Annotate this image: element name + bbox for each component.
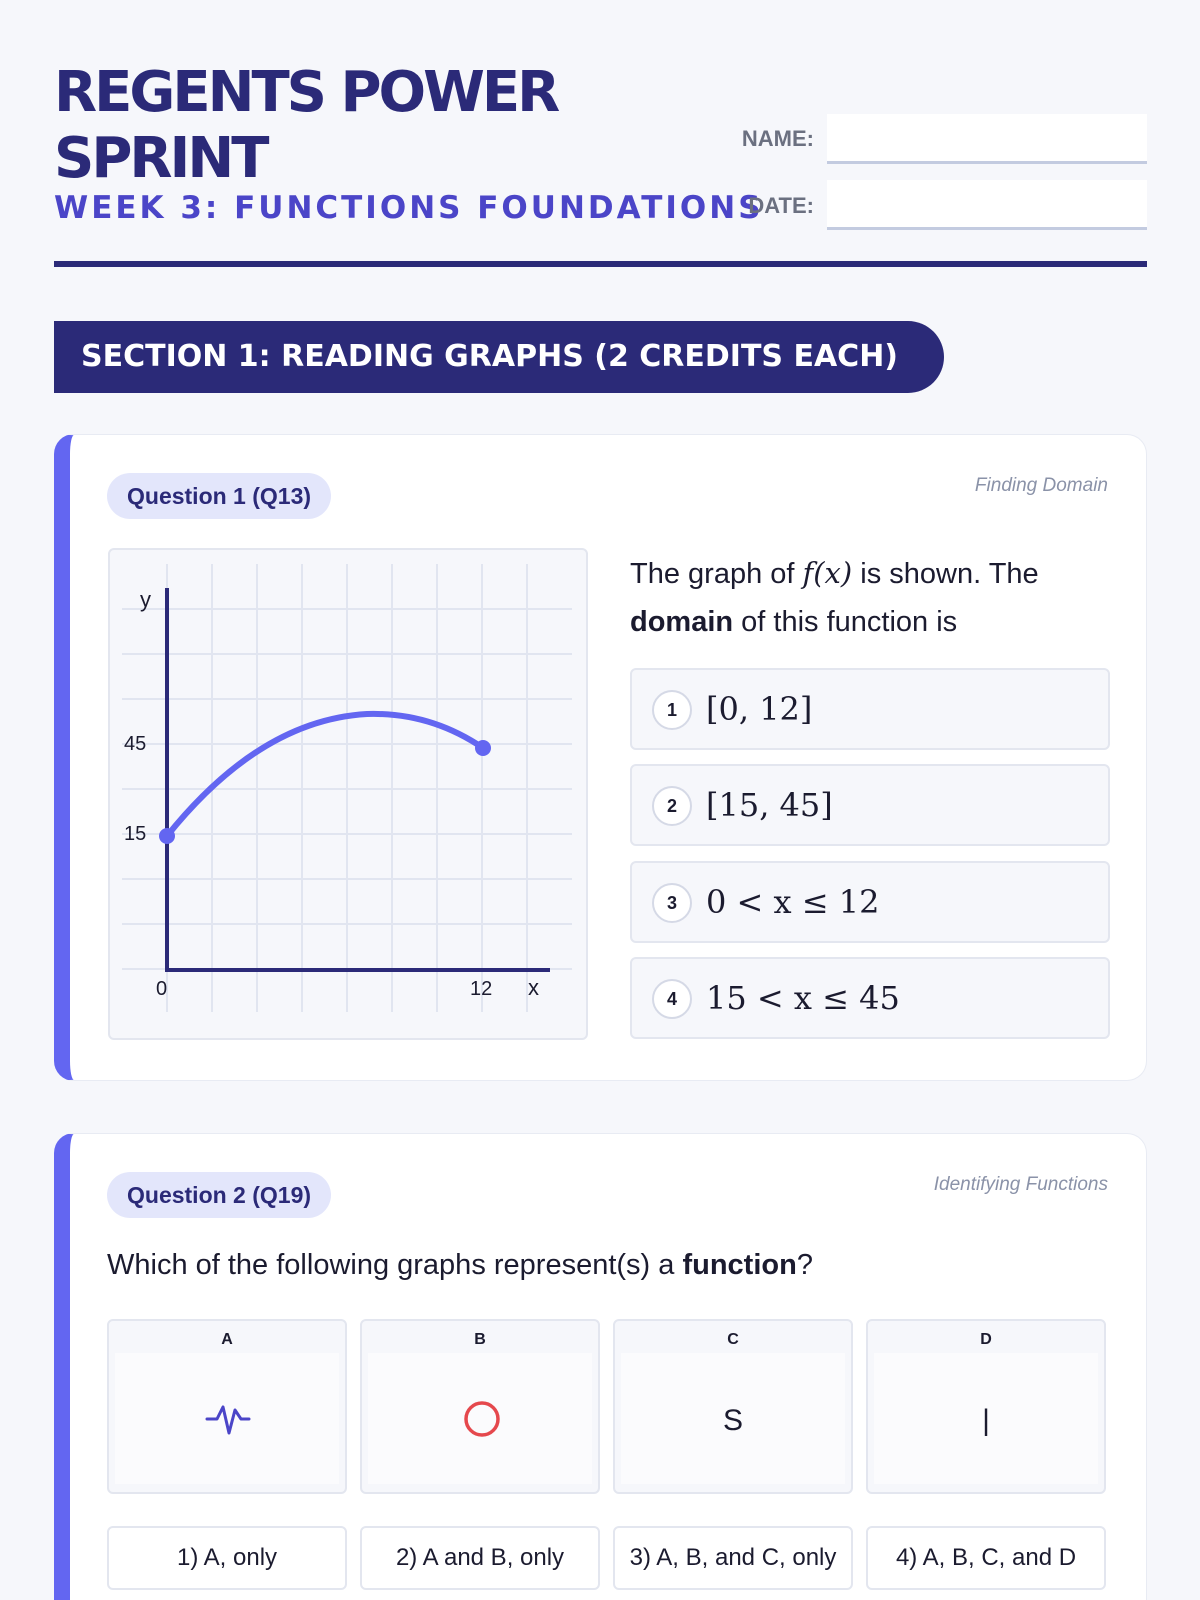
choice-text: 15 < x ≤ 45 [706,979,900,1017]
choice-number: 4 [652,979,692,1019]
prompt-bold: function [682,1249,797,1281]
prompt-text-mid: is shown. The [852,558,1039,590]
question-badge: Question 1 (Q13) [107,473,331,519]
curve-start-point [159,828,175,844]
x-tick-12: 12 [470,978,493,1000]
question-topic: Finding Domain [974,475,1108,496]
worksheet-page [54,0,1147,1571]
answer-choice-2[interactable]: 2) A and B, only [360,1526,600,1590]
question-topic: Identifying Functions [933,1174,1108,1195]
date-label: DATE: [748,193,814,218]
question-badge: Question 2 (Q19) [107,1172,331,1218]
graph-option-b[interactable] [360,1319,600,1494]
question-card-2 [54,1133,1147,1600]
answer-choice-4[interactable] [630,957,1110,1039]
prompt-text-end: of this function is [733,606,958,638]
name-label: NAME: [741,126,814,151]
prompt-text-end: ? [796,1249,813,1281]
x-tick-0: 0 [156,978,168,1000]
option-graph-area [621,1353,845,1484]
y-axis-label: y [140,587,151,612]
prompt-text-start: Which of the following graphs represent(s) a [107,1249,683,1281]
prompt-math: f(x) [802,556,853,590]
worksheet-header [54,0,1147,268]
option-letter: A [221,1331,233,1348]
graph-option-a[interactable] [107,1319,347,1494]
section-banner: SECTION 1: READING GRAPHS (2 CREDITS EACH) [54,321,944,393]
choice-text: 0 < x ≤ 12 [706,883,880,921]
question-card-1 [54,434,1147,1081]
name-field[interactable] [827,114,1147,164]
option-letter: C [727,1331,739,1348]
prompt-text-start: The graph of [630,558,803,590]
graph-option-c[interactable] [613,1319,853,1494]
page-title: REGENTS POWER SPRINT [54,60,558,191]
function-graph [108,548,588,1040]
answer-choice-2[interactable] [630,764,1110,846]
option-letter: B [474,1331,486,1348]
date-field[interactable] [827,180,1147,230]
choice-number: 1 [652,690,692,730]
answer-choice-1[interactable]: 1) A, only [107,1526,347,1590]
page-subtitle: WEEK 3: FUNCTIONS FOUNDATIONS [54,190,764,226]
answer-choice-3[interactable]: 3) A, B, and C, only [613,1526,853,1590]
x-axis-label: x [528,975,539,1000]
function-curve [167,714,483,836]
option-graph-area [874,1353,1098,1484]
header-divider [54,261,1147,267]
option-graph-area [115,1353,339,1484]
choice-text: [0, 12] [706,690,813,728]
answer-choice-1[interactable] [630,668,1110,750]
answer-choice-3[interactable] [630,861,1110,943]
graph-option-d[interactable] [866,1319,1106,1494]
y-tick-15: 15 [124,823,147,845]
zigzag-wave-icon [115,1353,343,1488]
choice-number: 2 [652,786,692,826]
prompt-bold: domain [630,606,734,638]
y-tick-45: 45 [124,733,147,755]
vertical-line-glyph: | [982,1404,990,1437]
choice-number: 3 [652,883,692,923]
graph-grid [122,564,572,1012]
question-prompt [630,549,1110,646]
answer-choice-4[interactable]: 4) A, B, C, and D [866,1526,1106,1590]
s-curve-glyph: S [722,1404,743,1437]
graph-svg [110,550,590,1042]
option-graph-area [368,1353,592,1484]
question-prompt [107,1249,813,1282]
circle-icon [368,1353,596,1488]
curve-end-point [475,740,491,756]
choice-text: [15, 45] [706,786,833,824]
option-letter: D [980,1331,992,1348]
